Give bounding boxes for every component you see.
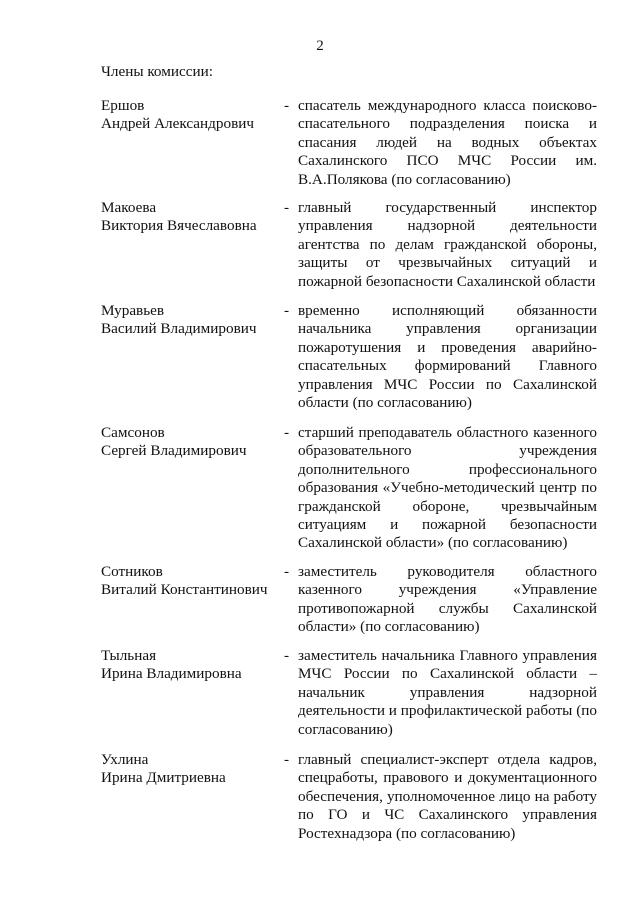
entry-dash: - xyxy=(284,199,290,216)
member-surname: Ухлина xyxy=(101,751,149,768)
member-surname: Ершов xyxy=(101,97,145,114)
member-name xyxy=(101,302,281,412)
member-surname: Тыльная xyxy=(101,647,157,664)
member-given-names: Сергей Владимирович xyxy=(101,442,247,460)
entry-dash: - xyxy=(284,424,290,441)
commission-members-heading: Члены комиссии: xyxy=(101,63,213,80)
member-entry xyxy=(101,647,598,739)
member-position: старший преподаватель областного казенного образовательного учреждения дополнительного профессионального образования «Учебно-методический центр по гражданской обороне, чрезвычайным ситуациям и пожарной безопасности Сахалинской области» (по согласованию) xyxy=(298,424,597,552)
member-given-names: Ирина Дмитриевна xyxy=(101,769,226,787)
entry-dash: - xyxy=(284,302,290,319)
entry-dash: - xyxy=(284,563,290,580)
member-surname: Сотников xyxy=(101,563,163,580)
member-given-names: Василий Владимирович xyxy=(101,320,257,338)
page-number: 2 xyxy=(316,38,324,54)
entry-dash: - xyxy=(284,751,290,768)
member-entry xyxy=(101,424,598,553)
member-name xyxy=(101,647,281,739)
member-position: заместитель руководителя областного казенного учреждения «Управление противопожарной службы Сахалинской области» (по согласованию) xyxy=(298,563,597,636)
member-name xyxy=(101,424,281,553)
member-position: главный государственный инспектор управления надзорной деятельности агентства по делам гражданской обороны, защиты от чрезвычайных ситуаций и пожарной безопасности Сахалинской области xyxy=(298,199,597,290)
member-given-names: Виталий Константинович xyxy=(101,581,268,599)
member-entry xyxy=(101,302,598,412)
member-name xyxy=(101,751,281,843)
entry-dash: - xyxy=(284,97,290,114)
member-name xyxy=(101,199,281,291)
member-entry xyxy=(101,751,598,843)
member-surname: Муравьев xyxy=(101,302,165,319)
member-given-names: Андрей Александрович xyxy=(101,115,255,133)
member-position: спасатель международного класса поисково-спасательного подразделения поиска и спасания людей на водных объектах Сахалинского ПСО МЧС России им. В.А.Полякова (по согласованию) xyxy=(298,97,597,188)
member-surname: Макоева xyxy=(101,199,157,216)
member-entry xyxy=(101,199,598,291)
member-position: временно исполняющий обязанности начальника управления организации пожаротушения и проведения аварийно-спасательных формирований Главного управления МЧС России по Сахалинской области (по согласованию) xyxy=(298,302,597,412)
member-name xyxy=(101,563,281,637)
member-given-names: Ирина Владимировна xyxy=(101,665,242,683)
member-name xyxy=(101,97,281,189)
member-entry xyxy=(101,563,598,637)
member-entry xyxy=(101,97,598,189)
member-position: главный специалист-эксперт отдела кадров, спецработы, правового и документационного обеспечения, уполномоченное лицо на работу по ГО и ЧС Сахалинского управления Ростехнадзора (по согласованию) xyxy=(298,751,597,842)
member-position: заместитель начальника Главного управления МЧС России по Сахалинской области – начальник управления надзорной деятельности и профилактической работы (по согласованию) xyxy=(298,647,597,738)
member-surname: Самсонов xyxy=(101,424,165,441)
member-given-names: Виктория Вячеславовна xyxy=(101,217,257,235)
entry-dash: - xyxy=(284,647,290,664)
